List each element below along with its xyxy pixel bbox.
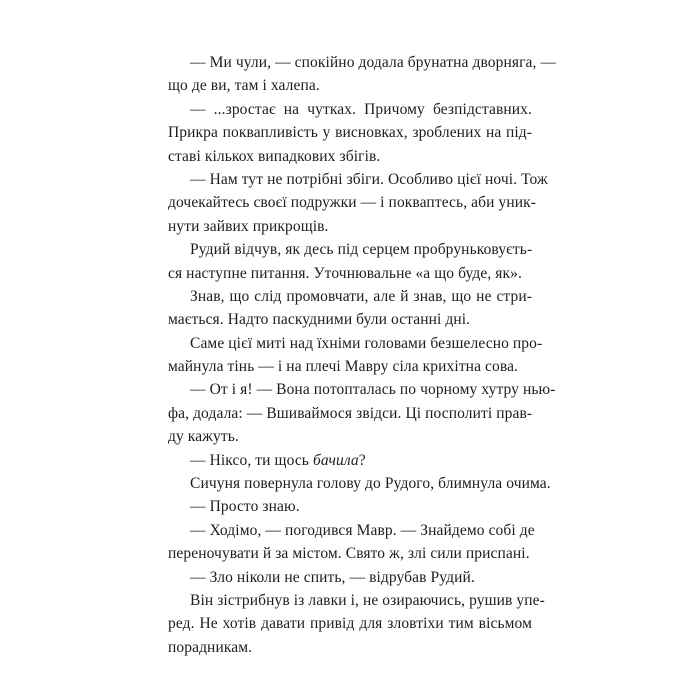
text-segment: Він зістрибнув із лавки і, не озираючись, рушив упе-: [190, 591, 545, 609]
text-line: [168, 566, 532, 589]
text-segment: — Ходімо, — погодився Мавр. — Знайдемо собі де: [190, 521, 535, 539]
paragraph: [168, 168, 548, 238]
paragraph: [168, 98, 532, 168]
paragraph: [168, 238, 532, 285]
paragraph: [168, 51, 557, 98]
text-segment: Прикра поквапливість у висновках, зроблених на під-: [168, 124, 532, 142]
text-segment: ду кажуть.: [168, 428, 239, 446]
text-line: [168, 519, 535, 542]
text-line: [168, 51, 557, 74]
text-segment: — Зло ніколи не спить, — відрубав Рудий.: [190, 568, 475, 586]
text-line: [168, 121, 532, 144]
text-segment: порадникам.: [168, 638, 253, 656]
text-line: [168, 612, 532, 635]
text-segment: Рудий відчув, як десь під серцем пробруньковуєть-: [190, 241, 533, 259]
paragraph: [168, 495, 532, 518]
text-line: [168, 74, 532, 97]
text-segment: нути зайвих прикрощів.: [168, 217, 329, 235]
text-segment: що де ви, там і халепа.: [168, 77, 320, 95]
text-segment: — Ми чули, — спокійно додала брунатна дворняга, —: [190, 54, 557, 71]
text-segment: ред. Не хотів давати привід для зловтіхи тим вісьмом: [168, 615, 532, 633]
text-line: [168, 402, 532, 425]
paragraph: [168, 378, 556, 448]
text-line: [168, 145, 532, 168]
text-line: [168, 495, 532, 518]
text-line: [168, 332, 543, 355]
text-line: [168, 425, 532, 448]
text-line: [168, 262, 532, 285]
paragraph: [168, 519, 535, 566]
text-segment: Сичуня повернула голову до Рудого, блимнула очима.: [190, 475, 551, 493]
text-line: [168, 168, 548, 191]
text-line: [168, 285, 532, 308]
paragraph: [168, 472, 551, 495]
text-segment: ставі кількох випадкових збігів.: [168, 147, 381, 165]
paragraph: [168, 566, 532, 589]
text-segment: — ...зростає на чутках. Причому безпідставних.: [190, 100, 532, 118]
text-line: [168, 308, 532, 331]
text-segment: мається. Надто паскудними були останні дні.: [168, 311, 471, 329]
text-line: [168, 636, 532, 659]
text-line: [168, 472, 551, 495]
text-segment: ся наступне питання. Уточнювальне «а що буде, як».: [168, 264, 522, 282]
text-segment: фа, додала: — Вшиваймося звідси. Ці посполиті прав-: [168, 404, 533, 422]
text-segment: Саме цієї миті над їхніми головами безшелесно про-: [190, 334, 543, 352]
text-line: [168, 98, 532, 121]
text-segment: дочекайтесь своєї подружки — і покваптесь, аби уник-: [168, 194, 537, 212]
text-line: [168, 355, 532, 378]
paragraph: [168, 285, 532, 332]
paragraph: [168, 589, 545, 659]
emphasized-text: бачила: [312, 451, 359, 469]
text-segment: — Нам тут не потрібні збіги. Особливо цієї ночі. Тож: [190, 170, 548, 188]
text-line: [168, 542, 532, 565]
paragraph: [168, 449, 532, 472]
text-line: [168, 449, 532, 472]
text-segment: — От і я! — Вона потопталась по чорному хутру нью-: [190, 381, 556, 399]
text-line: [168, 215, 532, 238]
paragraph: [168, 332, 543, 379]
text-segment: — Просто знаю.: [190, 498, 300, 516]
text-line: [168, 589, 545, 612]
text-segment: ?: [358, 451, 366, 469]
text-line: [168, 378, 556, 401]
text-segment: майнула тінь — і на плечі Мавру сіла крихітна сова.: [168, 358, 519, 376]
text-block: [168, 51, 557, 659]
text-line: [168, 238, 532, 261]
text-segment: — Ніксо, ти щось: [190, 451, 313, 469]
text-segment: Знав, що слід промовчати, але й знав, що не стри-: [190, 287, 532, 305]
text-segment: переночувати й за містом. Свято ж, злі сили приспані.: [168, 545, 530, 563]
text-line: [168, 191, 537, 214]
